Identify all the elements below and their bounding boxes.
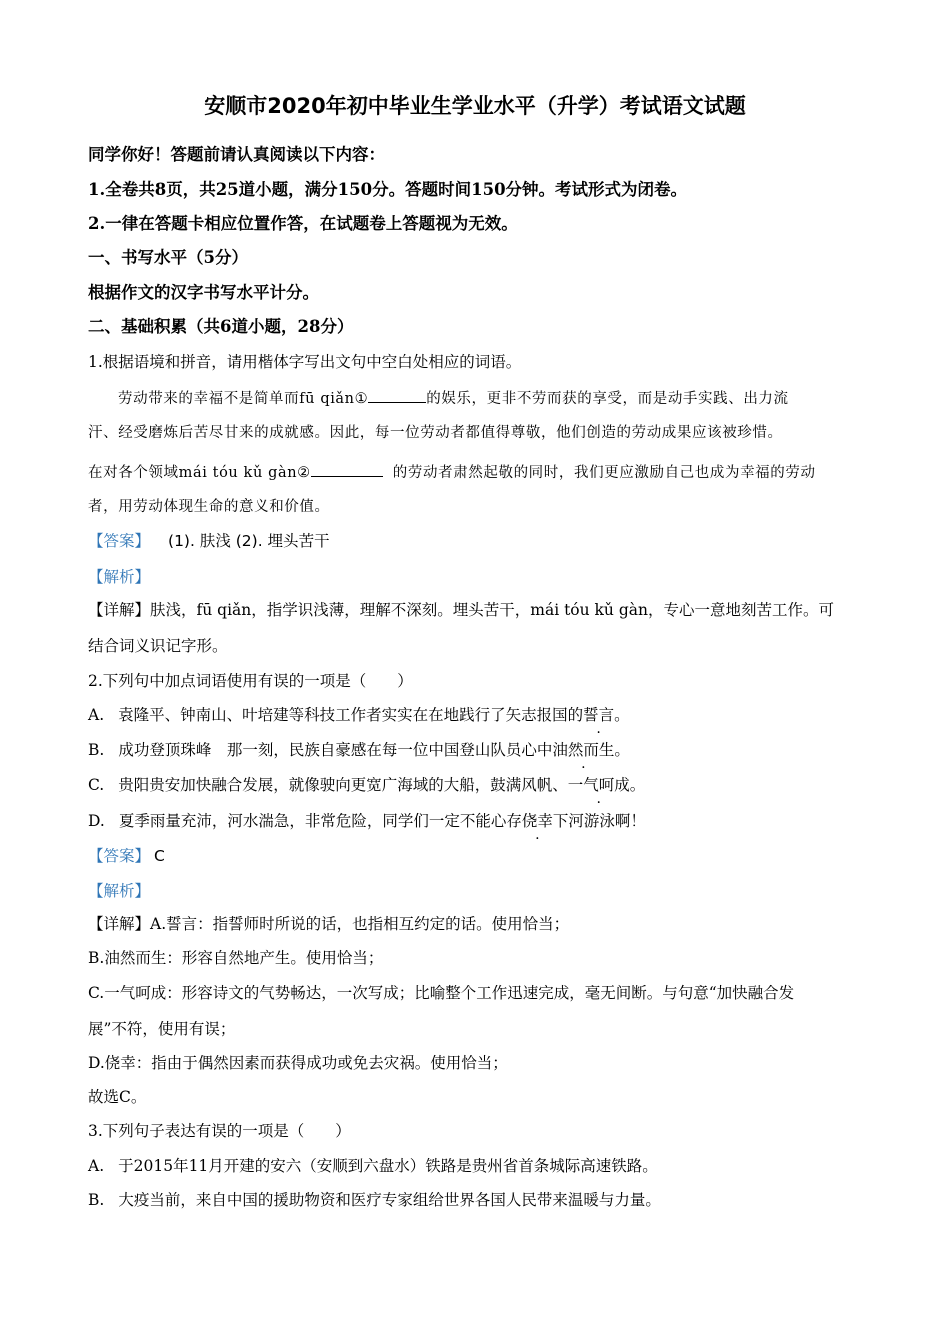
option-text: 。 [629,776,646,794]
option-label: B. [88,1191,105,1209]
option-label: B. [88,741,105,759]
q1-passage-line-4: 者，用劳动体现生命的意义和价值。 [88,499,330,515]
notice-greeting: 同学你好！答题前请认真阅读以下内容： [88,145,385,164]
q2-detail-5: D.侥幸：指由于偶然因素而获得成功或免去灾祸。使用恰当； [88,1054,508,1072]
option-text: 下河游泳啊！ [552,812,646,830]
q1-text: 的娱乐，更非不劳而获的享受，而是动手实践、出力流 [426,391,789,407]
dotted-word: 誓言 [583,706,615,724]
q1-blank-2 [311,460,383,477]
notice-item-2: 2.一律在答题卡相应位置作答，在试题卷上答题视为无效。 [88,214,518,233]
section-2-heading: 二、基础积累（共6道小题，28分） [88,317,354,336]
option-text: 夏季雨量充沛，河水湍急，非常危险，同学们一定不能心存 [118,812,522,830]
dotted-word: 侥幸 [521,812,553,830]
q3-stem: 3.下列句子表达有误的一项是（ ） [88,1122,351,1140]
q1-detail-2: 结合词义识记字形。 [88,637,228,655]
q1-text: 在对各个领域 [88,465,179,481]
q2-option-a [88,705,630,725]
section-1-heading: 一、书写水平（5分） [88,248,248,267]
q3-option-b [88,1190,661,1210]
q2-detail-6: 故选C。 [88,1088,147,1106]
option-text: 于2015年11月开建的安六（安顺到六盘水）铁路是贵州省首条城际高速铁路。 [118,1157,658,1175]
q2-detail-1: 【详解】A.誓言：指誓师时所说的话，也指相互约定的话。使用恰当； [88,915,570,933]
option-text: 。 [614,706,630,724]
q1-stem: 1.根据语境和拼音，请用楷体字写出文句中空白处相应的词语。 [88,353,522,371]
option-text: 袁隆平、钟南山、叶培建等科技工作者实实在在地践行了矢志报国的 [118,706,584,724]
q1-passage-line-3 [88,460,816,483]
q1-passage-line-1 [118,386,789,409]
q1-blank-mark-1: ① [354,391,369,407]
dotted-word: 油然而生 [552,741,615,759]
q1-passage-line-2: 汗、经受磨炼后苦尽甘来的成就感。因此，每一位劳动者都值得尊敬，他们创造的劳动成果应该被珍惜。 [88,425,783,441]
answer-text: C [154,847,165,865]
dotted-word: 一气呵成 [567,776,630,794]
q2-detail-3: C.一气呵成：形容诗文的气势畅达，一次写成；比喻整个工作迅速完成，毫无间断。与句意“加快融合发 [88,984,795,1002]
q1-pinyin-2: mái tóu kǔ gàn [178,465,298,481]
q2-detail-4: 展”不符，使用有误； [88,1020,236,1038]
q2-answer [88,846,165,866]
answer-tag: 【答案】 [88,532,151,550]
q2-detail-2: B.油然而生：形容自然地产生。使用恰当； [88,949,384,967]
option-label: A. [88,706,105,724]
q2-analysis-tag: 【解析】 [88,882,151,900]
q1-text: 劳动带来的幸福不是简单而 [118,391,300,407]
option-label: D. [88,812,105,830]
q2-option-d [88,811,646,831]
q3-option-a [88,1156,658,1176]
q1-analysis-tag: 【解析】 [88,568,151,586]
q2-stem: 2.下列句中加点词语使用有误的一项是（ ） [88,672,413,690]
option-text: 成功登顶珠峰 那一刻，民族自豪感在每一位中国登山队员心中 [118,741,553,759]
q1-blank-1 [368,386,426,403]
answer-tag: 【答案】 [88,847,151,865]
q2-option-c [88,775,645,795]
q1-detail-1: 【详解】肤浅，fū qiǎn，指学识浅薄，理解不深刻。埋头苦干，mái tóu kǔ gàn，专心一意地刻苦工作。可 [88,601,834,619]
notice-item-1: 1.全卷共8页，共25道小题，满分150分。答题时间150分钟。考试形式为闭卷。 [88,180,688,199]
option-label: C. [88,776,105,794]
q1-pinyin-1: fū qiǎn [299,391,355,407]
q1-text: 的劳动者肃然起敬的同时，我们更应激励自己也成为幸福的劳动 [392,465,816,481]
option-text: 贵阳贵安加快融合发展，就像驶向更宽广海域的大船，鼓满风帆、 [118,776,568,794]
answer-text: (1). 肤浅 (2). 埋头苦干 [168,532,330,550]
page-title: 安顺市2020年初中毕业生学业水平（升学）考试语文试题 [204,94,746,118]
q1-answer [88,531,330,551]
section-1-desc: 根据作文的汉字书写水平计分。 [88,283,319,302]
option-text: 大疫当前，来自中国的援助物资和医疗专家组给世界各国人民带来温暖与力量。 [118,1191,661,1209]
option-label: A. [88,1157,105,1175]
q1-blank-mark-2: ② [297,465,311,481]
option-text: 。 [614,741,630,759]
q2-option-b [88,740,630,760]
